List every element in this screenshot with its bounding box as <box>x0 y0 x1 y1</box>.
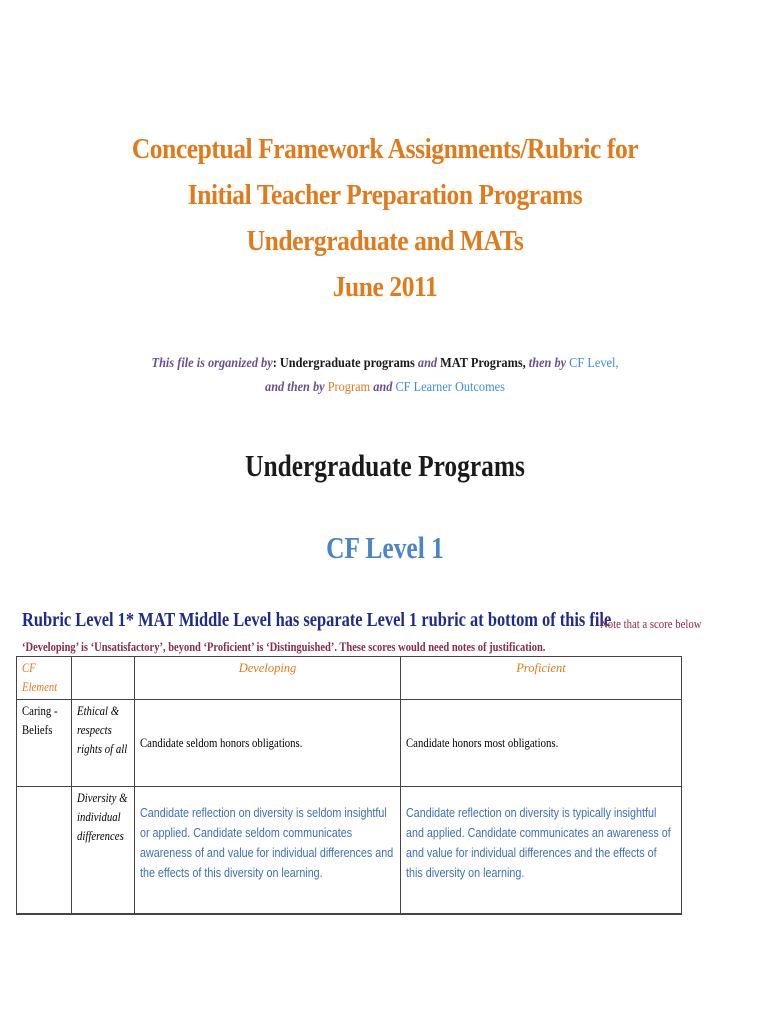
org-and-then-by: and then by <box>265 380 325 395</box>
table-header-row <box>17 657 682 700</box>
table-row <box>17 700 682 787</box>
header-developing: Developing <box>135 657 401 700</box>
section-heading: Undergraduate Programs <box>245 448 525 483</box>
cell-developing: Candidate reflection on diversity is seldom insightful or applied. Candidate seldom communicates awareness of and value for individual differences and the effects of this diversity on learning. <box>135 787 401 915</box>
organization-note <box>46 352 724 400</box>
level-heading: CF Level 1 <box>326 530 444 565</box>
document-title <box>46 126 724 310</box>
score-note-continued: ‘Developing’ is ‘Unsatisfactory’, beyond ‘Proficient’ is ‘Distinguished’. These scores would need notes of justification. <box>22 640 546 654</box>
title-line-2: Initial Teacher Preparation Programs <box>187 179 583 211</box>
cell-element: Caring - Beliefs <box>17 700 72 787</box>
title-line-1: Conceptual Framework Assignments/Rubric for <box>131 133 639 165</box>
rubric-table <box>16 656 682 915</box>
title-line-4: June 2011 <box>332 271 438 303</box>
header-proficient: Proficient <box>401 657 682 700</box>
org-cf-level: CF Level, <box>569 356 619 371</box>
org-outcomes: CF Learner Outcomes <box>395 380 505 395</box>
rubric-note: Rubric Level 1* MAT Middle Level has separate Level 1 rubric at bottom of this file <box>22 609 612 631</box>
header-cf-element: CF Element <box>17 657 72 700</box>
header-blank <box>72 657 135 700</box>
cell-proficient: Candidate reflection on diversity is typically insightful and applied. Candidate communicates an awareness of and value for individual differences and the effects of this diversity on learning. <box>401 787 682 915</box>
cell-element <box>17 787 72 915</box>
org-colon: : <box>272 356 277 371</box>
org-comma: , <box>522 356 526 371</box>
org-prefix: This file is organized by <box>151 356 273 371</box>
title-line-3: Undergraduate and MATs <box>246 225 524 257</box>
org-then-by: then by <box>528 356 567 371</box>
score-note: Note that a score below <box>600 617 702 631</box>
org-undergrad: Undergraduate programs <box>279 356 415 371</box>
org-and-1: and <box>417 356 438 371</box>
organization-note-line-1 <box>46 352 724 376</box>
cell-outcome: Diversity & individual differences <box>72 787 135 915</box>
cell-proficient: Candidate honors most obligations. <box>401 700 682 787</box>
table-row <box>17 787 682 915</box>
org-mat: MAT Programs <box>440 356 523 371</box>
org-program: Program <box>327 380 371 395</box>
organization-note-line-2 <box>46 376 724 400</box>
cell-outcome: Ethical & respects rights of all <box>72 700 135 787</box>
org-and-2: and <box>373 380 393 395</box>
cell-developing: Candidate seldom honors obligations. <box>135 700 401 787</box>
